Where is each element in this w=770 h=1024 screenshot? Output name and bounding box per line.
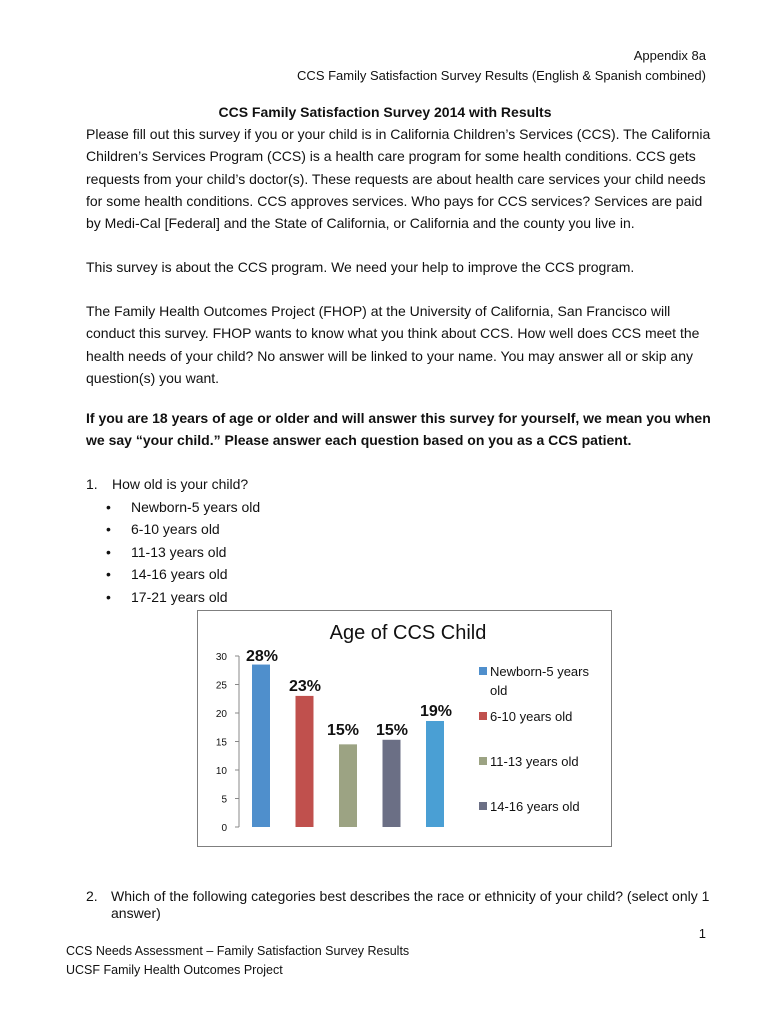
legend-swatch bbox=[479, 757, 487, 765]
bar-2 bbox=[296, 696, 314, 827]
bar-4 bbox=[383, 740, 401, 827]
purpose-paragraph: This survey is about the CCS program. We need your help to improve the CCS program. bbox=[86, 259, 635, 275]
adult-note-paragraph: If you are 18 years of age or older and will answer this survey for yourself, we mean you when we say “your child.” Please answer each question based on you as a CCS patient. bbox=[86, 410, 711, 449]
y-tick-label: 15 bbox=[215, 737, 227, 749]
question-2-text-continued: answer) bbox=[111, 905, 161, 921]
bar-3 bbox=[339, 744, 357, 827]
bullet-icon: • bbox=[106, 543, 111, 560]
list-item: • 17-21 years old bbox=[86, 586, 260, 609]
question-2-number: 2. bbox=[86, 888, 98, 904]
survey-title: CCS Family Satisfaction Survey 2014 with Results bbox=[218, 104, 552, 120]
question-1-number: 1. bbox=[86, 476, 98, 492]
legend-label: 6-10 years old bbox=[490, 709, 573, 724]
y-tick-label: 10 bbox=[215, 766, 227, 777]
legend-swatch bbox=[479, 667, 487, 675]
footer-line-1: CCS Needs Assessment – Family Satisfaction Survey Results bbox=[66, 944, 410, 958]
footer-line-2: UCSF Family Health Outcomes Project bbox=[66, 963, 283, 977]
legend-label: 14-16 years old bbox=[490, 799, 580, 814]
y-tick-label: 5 bbox=[221, 794, 227, 806]
data-label-2: 23% bbox=[288, 678, 322, 695]
data-label-4: 15% bbox=[375, 722, 409, 739]
list-item: • Newborn-5 years old bbox=[86, 496, 260, 519]
question-2 bbox=[86, 888, 726, 922]
list-item: • 14-16 years old bbox=[86, 563, 260, 586]
list-item: • 11-13 years old bbox=[86, 541, 260, 564]
legend-swatch bbox=[479, 712, 487, 720]
chart-title: Age of CCS Child bbox=[329, 622, 487, 644]
y-tick-label: 30 bbox=[215, 652, 227, 663]
y-tick-label: 25 bbox=[215, 680, 227, 692]
bar-5 bbox=[426, 721, 444, 827]
data-label-3: 15% bbox=[326, 722, 360, 739]
question-1-options bbox=[86, 496, 260, 609]
y-tick-label: 20 bbox=[215, 709, 227, 720]
legend-label: 11-13 years old bbox=[490, 754, 579, 769]
question-1 bbox=[86, 473, 260, 608]
bullet-icon: • bbox=[106, 588, 111, 605]
page-number: 1 bbox=[698, 926, 706, 941]
data-label-1: 28% bbox=[245, 648, 279, 665]
bullet-icon: • bbox=[106, 521, 111, 538]
question-1-text: How old is your child? bbox=[112, 476, 249, 492]
list-item: • 6-10 years old bbox=[86, 518, 260, 541]
data-label-5: 19% bbox=[419, 703, 453, 720]
legend-swatch bbox=[479, 802, 487, 810]
header-subtitle: CCS Family Satisfaction Survey Results (English & Spanish combined) bbox=[297, 68, 706, 83]
fhop-paragraph: The Family Health Outcomes Project (FHOP) at the University of California, San Francisco will conduct this survey. FHOP wants to know what you think about CCS. How well does CCS meet the health needs of your child? No answer will be linked to your name. You may answer all or skip any question(s) you want. bbox=[86, 303, 700, 386]
age-chart bbox=[197, 610, 612, 847]
page-footer bbox=[66, 942, 409, 980]
page-header bbox=[297, 46, 706, 86]
age-chart-svg bbox=[198, 611, 611, 846]
question-2-text: Which of the following categories best describes the race or ethnicity of your child? (select only 1 bbox=[111, 888, 710, 904]
bullet-icon: • bbox=[106, 498, 111, 515]
appendix-label: Appendix 8a bbox=[633, 48, 706, 63]
y-tick-label: 0 bbox=[221, 823, 227, 834]
intro-paragraph: Please fill out this survey if you or your child is in California Children’s Services (CCS). The California Children’s Services Program (CCS) is a health care program for some health conditions. CCS gets requests from your child’s doctor(s). These requests are about health care services your child needs for some health conditions. CCS approves services. Who pays for CCS services? Services are paid by Medi-Cal [Federal] and the State of California, or California and the county you live in. bbox=[86, 126, 711, 232]
legend-label: Newborn-5 years old bbox=[490, 664, 589, 698]
bullet-icon: • bbox=[106, 566, 111, 583]
bar-1 bbox=[252, 665, 270, 827]
